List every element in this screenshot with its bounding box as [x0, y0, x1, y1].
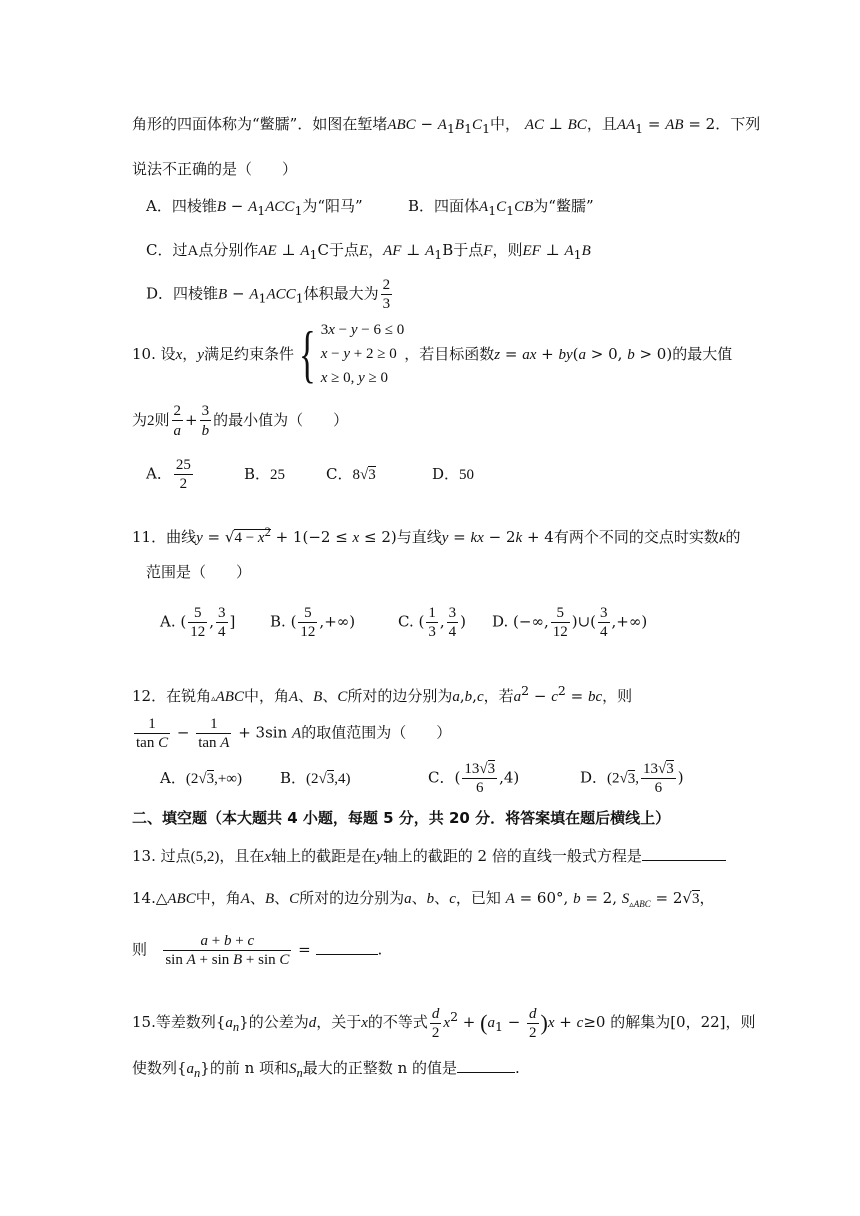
- fraction-5-12: $\frac{5}{12}$: [300, 605, 316, 640]
- q11-option-b: B. ( $\frac{5}{12}$ ,+∞): [270, 605, 356, 640]
- q11-text: 与直线: [396, 528, 442, 546]
- q12-stem-line2: $\frac{1}{\text{tan C}}$ − $\frac{1}{\text{tan A}}$ + 3sin A的取值范围为（ ）: [136, 716, 452, 751]
- fraction-d-2: $\frac{d}{2}$: [431, 1006, 440, 1041]
- q11-text: 的: [725, 528, 741, 546]
- q12-text: 的取值范围为（ ）: [301, 723, 452, 742]
- q11-option-a: A. ( $\frac{5}{12}$ , $\frac{3}{4}$ ]: [160, 605, 236, 640]
- q15-text: ，关于: [316, 1013, 362, 1031]
- q9-text: 于点: [453, 241, 484, 259]
- fraction-13sqrt3-6: $\frac{13√3}{6}$: [643, 761, 674, 796]
- fraction-1-tanA: $\frac{1}{\text{tan A}}$: [198, 716, 230, 751]
- q10-text: 则: [154, 411, 170, 429]
- q12-text: 中，角: [243, 687, 289, 705]
- q9-text: 为“鳖臑”: [533, 197, 594, 215]
- answer-blank[interactable]: [642, 846, 726, 861]
- q10-text: C．: [326, 464, 353, 483]
- q10-text: B．: [244, 464, 271, 483]
- fraction-abc-sines: $\frac{a + b + c}{\text{sin A + sin B + sin C}}$: [165, 933, 290, 968]
- fraction-3-4: $\frac{3}{4}$: [448, 605, 457, 640]
- q11-text: 11．曲线: [132, 528, 197, 546]
- q10-option-c: C．8√3: [326, 464, 376, 483]
- q10-text: D．: [432, 464, 460, 483]
- q15-stem-line1: 15.等差数列$\{a_n\}$的公差为d，关于x的不等式 $\frac{d}{2}$ $x^2 + (a_1$ − $\frac{d}{2}$ )x + c≥0 的解集为[0，22]，则: [132, 1006, 756, 1041]
- q14-text: 则: [132, 940, 148, 959]
- q14-text: 所对的边分别为: [299, 889, 405, 907]
- q9-option-b: B．四面体$A_1C_1CB$为“鳖臑”: [408, 197, 594, 218]
- q12-option-d: D．(2√3, $\frac{13√3}{6}$ ): [580, 761, 684, 796]
- q10-option-d: D．50: [432, 464, 475, 483]
- q11-options: [160, 604, 647, 641]
- q9-text: 体积最大为: [303, 284, 379, 303]
- q14-text: ，已知: [455, 889, 501, 907]
- q11-text: 有两个不同的交点时实数: [553, 528, 719, 546]
- q9-stem-line1: 角形的四面体称为“鳖臑”．如图在堑堵ABC − $A_1B_1C_1$中， AC ⊥ BC，且$AA_1$ = AB = 2．下列: [132, 115, 761, 136]
- q14-stem-line2: 则 $\frac{a + b + c}{\text{sin A + sin B + sin C}}$ = .: [132, 933, 383, 968]
- q11-text: A.: [160, 612, 176, 631]
- fraction-d-2: $\frac{d}{2}$: [529, 1006, 537, 1041]
- q12-option-c: C．( $\frac{13√3}{6}$ ,4): [428, 761, 520, 796]
- constraint-brace: {: [298, 318, 316, 389]
- q12-stem-line1: 12．在锐角▵ABC中，角A、B、C所对的边分别为a,b,c，若$a^2 - c^2$ = bc，则: [132, 683, 633, 705]
- q11-stem-line2: 范围是（ ）: [146, 563, 252, 581]
- q12-text: ，则: [602, 687, 633, 705]
- q15-text: 15.等差数列{: [132, 1013, 226, 1031]
- q9-option-d: D．四棱锥$B - A_1ACC_1$体积最大为 $\frac{2}{3}$: [146, 277, 391, 312]
- q10-options: [146, 456, 474, 493]
- q9-options-AB: [146, 196, 594, 221]
- q13-text: 轴上的截距是在: [271, 847, 377, 865]
- q13-text: 轴上的截距的 2 倍的直线一般式方程是: [382, 847, 642, 865]
- section-heading: 二、填空题（本大题共 4 小题，每题 5 分，共 20 分．将答案填在题后横线上）: [132, 809, 671, 827]
- q12-text: 所对的边分别为: [347, 687, 453, 705]
- fraction-1-3: $\frac{1}{3}$: [428, 605, 436, 640]
- q12-text: ，若: [483, 687, 514, 705]
- q10-text: A．: [146, 464, 172, 483]
- q11-stem-line1: 11．曲线$y = √4 - x^2 + 1(-2 \le x \le 2)$与直线y = kx − 2k + 4有两个不同的交点时实数k的: [132, 525, 741, 546]
- q9-text: 于点: [328, 241, 359, 259]
- q10-stem-line1: 10. 设x，y满足约束条件{ 3x − y − 6 ≤ 0 x − y + 2 ≥ 0 x ≥ 0, y ≥ 0，若目标函数z = ax + by(a > 0, b > 0)的最大值: [132, 318, 733, 389]
- q12-option-a: A．(2√3,+∞): [160, 768, 242, 787]
- q14-text: 中，角: [195, 889, 241, 907]
- q9-text: ，且: [586, 115, 617, 133]
- q9-option-c: C．过A点分别作AE ⊥ $A_1C$于点E，AF ⊥ $A_1B$于点F，则EF ⊥ $A_1B$: [146, 241, 591, 262]
- fraction-13sqrt3-6: $\frac{13√3}{6}$: [464, 761, 496, 796]
- q10-text: ，若目标函数: [404, 344, 495, 363]
- q9-text: 中，: [490, 115, 521, 133]
- fraction-5-12: $\frac{5}{12}$: [552, 605, 568, 640]
- q10-text: 的最大值: [672, 344, 733, 363]
- q11-text: D.: [492, 612, 509, 631]
- q9-option-a: A．四棱锥$B - A_1ACC_1$为“阳马”: [146, 197, 363, 218]
- fraction-5-12: $\frac{5}{12}$: [190, 605, 206, 640]
- q10-option-a: [146, 456, 244, 493]
- q13-text: 13. 过点: [132, 847, 191, 865]
- q15-text: 的不等式: [367, 1013, 428, 1031]
- q13-text: ，且在: [219, 847, 265, 865]
- q10-option-b: B．25: [244, 464, 286, 483]
- q11-option-c: C. ( $\frac{1}{3}$ , $\frac{3}{4}$ ): [398, 605, 466, 640]
- q10-text: 为: [132, 411, 148, 429]
- q14-stem-line1: 14.△ABC中，角A、B、C所对的边分别为a、b、c，已知 A = 60°, b = 2, $S_{▵ABC} = 2√3$，: [132, 889, 715, 910]
- q11-option-d: D. (−∞, $\frac{5}{12}$ )∪( $\frac{3}{4}$ ,+∞): [492, 605, 648, 640]
- q9-text: D．四棱锥: [146, 284, 219, 303]
- q9-text: B．四面体: [408, 197, 480, 215]
- q9-text: ，: [368, 241, 384, 259]
- q9-stem-line2: 说法不正确的是（ ）: [132, 160, 298, 178]
- fraction-2-a: $\frac{2}{a}$: [173, 403, 182, 439]
- q15-text: ≥0 的解集为[0，22]，则: [583, 1013, 756, 1031]
- q9-text: ．下列: [715, 115, 761, 133]
- q15-text: 使数列{: [132, 1059, 187, 1077]
- answer-blank[interactable]: [457, 1058, 515, 1073]
- q10-stem-line2: 为2则 $\frac{2}{a}$ + $\frac{3}{b}$ 的最小值为（ ）: [132, 403, 349, 439]
- q14-text: ，: [699, 889, 715, 907]
- q12-text: D．: [580, 768, 608, 787]
- q15-text: }的前 n 项和: [200, 1059, 290, 1077]
- q10-text: 的最小值为（ ）: [213, 411, 349, 429]
- q11-text: B.: [270, 612, 286, 631]
- fraction-3-4: $\frac{3}{4}$: [600, 605, 608, 640]
- q12-options: [160, 760, 684, 797]
- q12-text: 12．在锐角: [132, 687, 212, 705]
- q12-text: C．: [428, 768, 455, 787]
- q9-text: A．四棱锥: [146, 197, 217, 215]
- fraction-1-tanC: $\frac{1}{\text{tan C}}$: [136, 716, 169, 751]
- q12-text: A．: [160, 768, 186, 787]
- q9-text: 为“阳马”: [302, 197, 363, 215]
- fraction-3-b: $\frac{3}{b}$: [201, 403, 210, 439]
- q15-stem-line2: 使数列$\{a_n\}$的前 n 项和$S_n$最大的正整数 n 的值是 .: [132, 1059, 520, 1080]
- answer-blank[interactable]: [316, 940, 378, 955]
- q14-text: 14.△: [132, 889, 168, 907]
- q10-text: 满足约束条件: [203, 344, 294, 363]
- q9-text: C．过: [146, 241, 188, 259]
- q9-text: 角形的四面体称为“鳖臑”．如图在堑堵: [132, 115, 388, 133]
- q11-text: C.: [398, 612, 414, 631]
- q9-text: 点分别作: [198, 241, 259, 259]
- q15-text: 最大的正整数 n 的值是: [302, 1059, 457, 1077]
- q15-text: }的公差为: [239, 1013, 309, 1031]
- constraint-system: 3x − y − 6 ≤ 0 x − y + 2 ≥ 0 x ≥ 0, y ≥ 0: [320, 322, 405, 386]
- q12-text: B．: [280, 768, 307, 787]
- fraction-25-2: $\frac{25}{2}$: [175, 457, 191, 492]
- fraction-2-3: $\frac{2}{3}$: [382, 277, 391, 312]
- q10-text: 10. 设: [132, 344, 176, 363]
- fraction-3-4: $\frac{3}{4}$: [218, 605, 226, 640]
- q12-option-b: B．(2√3,4): [280, 768, 351, 787]
- q9-text: ，则: [492, 241, 523, 259]
- q13-stem: 13. 过点(5,2)，且在x轴上的截距是在y轴上的截距的 2 倍的直线一般式方程是: [132, 846, 726, 867]
